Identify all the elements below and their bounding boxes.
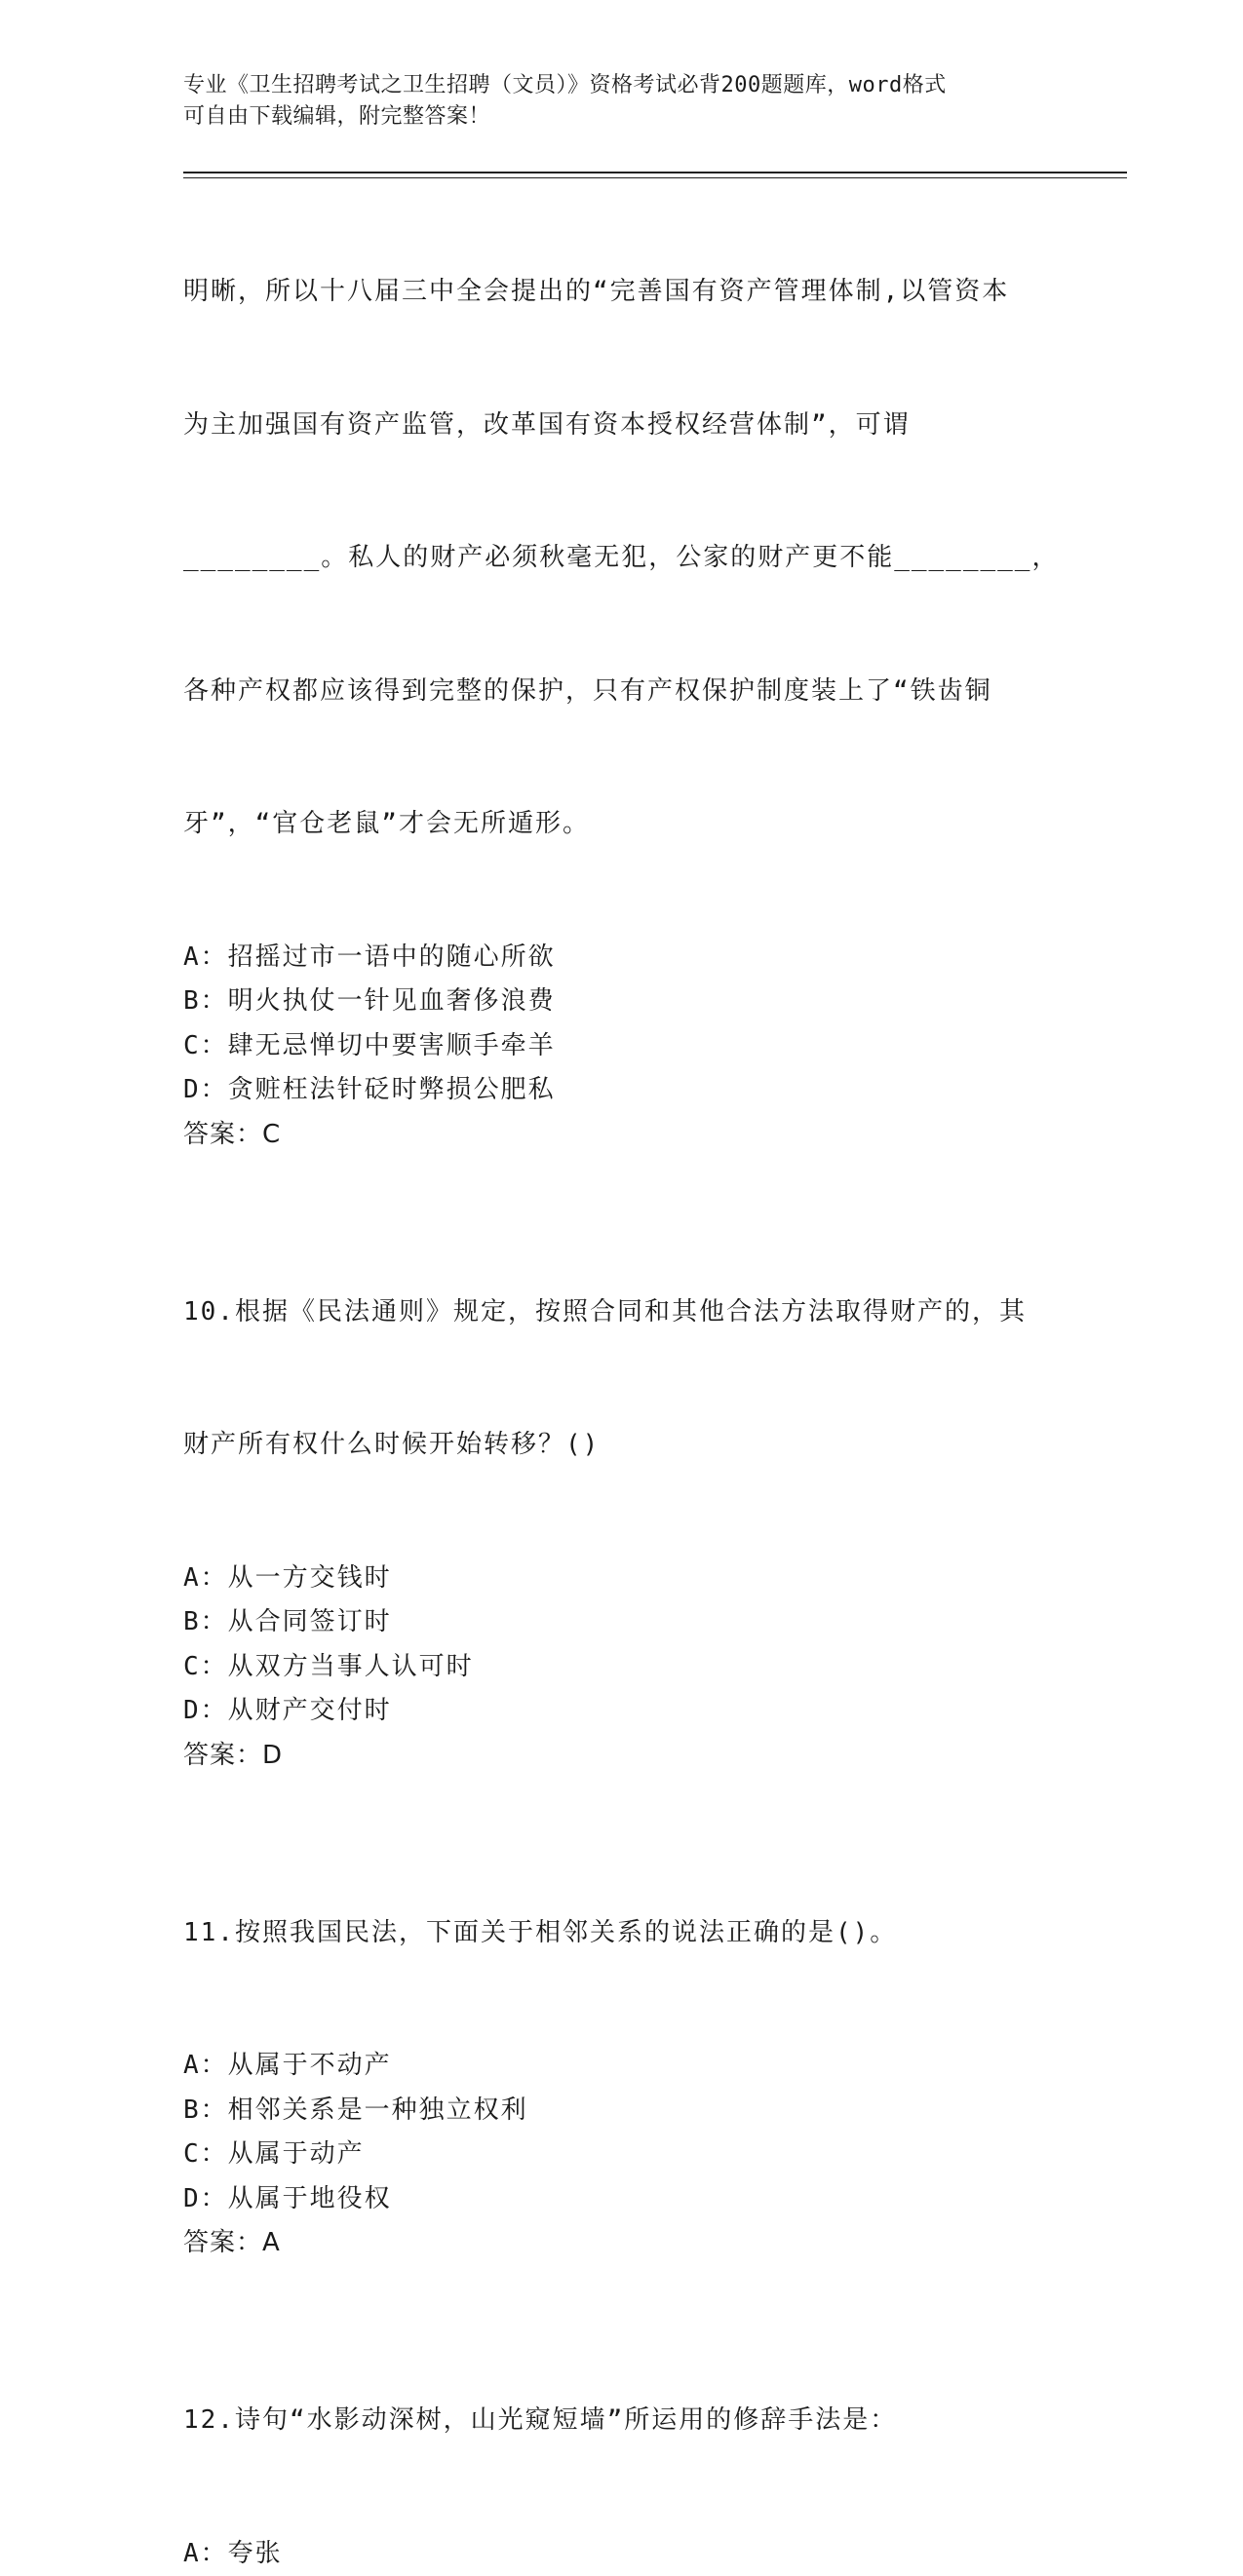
stem-line: 牙”，“官仓老鼠”才会无所遁形。 (183, 802, 1061, 847)
stem-line: 11.按照我国民法，下面关于相邻关系的说法正确的是()。 (183, 1911, 1061, 1956)
option-c: C：肆无忌惮切中要害顺手牵羊 (183, 1024, 1061, 1069)
stem-line: ________。私人的财产必须秋毫无犯，公家的财产更不能________， (183, 536, 1061, 581)
spacer (183, 1157, 1061, 1202)
question-12 (183, 2310, 1061, 2576)
document-header (183, 70, 1061, 133)
option-b: B：相邻关系是一种独立权利 (183, 2089, 1061, 2134)
answer-line: 答案：A (183, 2221, 1061, 2266)
stem-line: 10.根据《民法通则》规定，按照合同和其他合法方法取得财产的，其 (183, 1290, 1061, 1335)
option-b: B：明火执仗一针见血奢侈浪费 (183, 980, 1061, 1024)
question-11 (183, 1823, 1061, 2266)
question-stem (183, 2310, 1061, 2532)
option-b: B：从合同签订时 (183, 1600, 1061, 1645)
option-a: A：招摇过市一语中的随心所欲 (183, 936, 1061, 980)
document-body (183, 181, 1061, 2576)
question-stem (183, 181, 1061, 936)
option-a: A：夸张 (183, 2532, 1061, 2576)
question-stem (183, 1202, 1061, 1557)
option-d: D：从属于地役权 (183, 2177, 1061, 2222)
question-10 (183, 1202, 1061, 1779)
option-d: D：从财产交付时 (183, 1689, 1061, 1734)
stem-line: 为主加强国有资产监管，改革国有资本授权经营体制”，可谓 (183, 404, 1061, 448)
answer-line: 答案：C (183, 1113, 1061, 1158)
option-c: C：从双方当事人认可时 (183, 1645, 1061, 1690)
stem-line: 财产所有权什么时候开始转移？() (183, 1423, 1061, 1468)
header-title-line-2: 可自由下载编辑，附完整答案！ (183, 101, 1061, 133)
stem-line: 明晰，所以十八届三中全会提出的“完善国有资产管理体制,以管资本 (183, 270, 1061, 315)
header-divider (183, 172, 1127, 178)
answer-line: 答案：D (183, 1734, 1061, 1779)
question-9-continued (183, 181, 1061, 1157)
spacer (183, 2266, 1061, 2311)
stem-line: 12.诗句“水影动深树，山光窥短墙”所运用的修辞手法是： (183, 2399, 1061, 2443)
option-d: D：贪赃枉法针砭时弊损公肥私 (183, 1068, 1061, 1113)
option-c: C：从属于动产 (183, 2133, 1061, 2177)
header-title-line-1: 专业《卫生招聘考试之卫生招聘（文员）》资格考试必背200题题库，word格式 (183, 70, 1061, 101)
option-a: A：从属于不动产 (183, 2044, 1061, 2089)
stem-line: 各种产权都应该得到完整的保护，只有产权保护制度装上了“铁齿铜 (183, 670, 1061, 714)
spacer (183, 1778, 1061, 1823)
option-a: A：从一方交钱时 (183, 1557, 1061, 1601)
question-stem (183, 1823, 1061, 2045)
